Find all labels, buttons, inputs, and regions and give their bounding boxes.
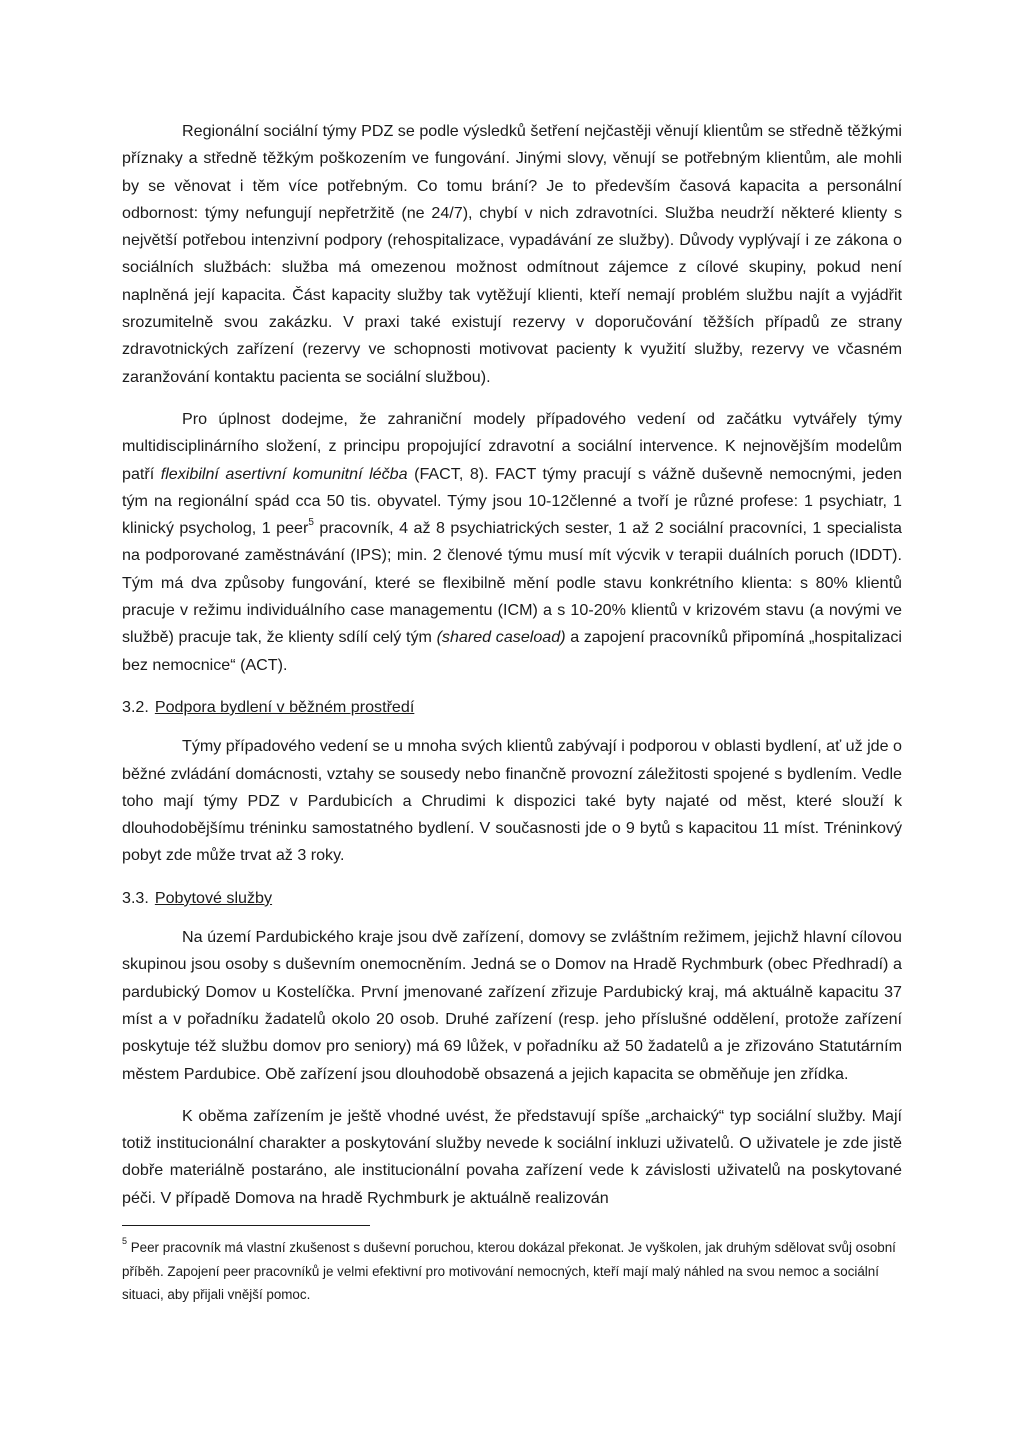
- section-number: 3.3.: [122, 888, 149, 907]
- section-number: 3.2.: [122, 697, 149, 716]
- footnote-reference[interactable]: 5: [308, 516, 314, 528]
- section-heading-3-3: [122, 885, 902, 912]
- section-heading-3-2: [122, 694, 902, 721]
- footnote-5: [122, 1236, 912, 1307]
- footnote-marker: 5: [122, 1235, 128, 1246]
- shared-caseload-term: (shared caseload): [436, 628, 566, 647]
- paragraph-housing-support: Týmy případového vedení se u mnoha svých klientů zabývají i podporou v oblasti bydlení, ať už jde o běžné zvládání domácnosti, vztahy se sousedy nebo finančně provozní záležitosti spojené s bydlením. Vedle toho mají týmy PDZ v Pardubicích a Chrudimi k dispozici také byty najaté od měst, které slouží k dlouhodobějšímu tréninku samostatného bydlení. V současnosti jde o 9 bytů s kapacitou 11 míst. Tréninkový pobyt zde může trvat až 3 roky.: [122, 737, 902, 865]
- section-title: Pobytové služby: [154, 888, 273, 907]
- paragraph-fact-model: Pro úplnost dodejme, že zahraniční modely případového vedení od začátku vytvářely týmy multidisciplinárního složení, z principu propojující zdravotní a sociální intervence. K nejnovějším modelům patří flexibilní asertivní komunitní léčba (FACT, 8). FACT týmy pracují s vážně duševně nemocnými, jeden tým na regionální spád cca 50 tis. obyvatel. Týmy jsou 10-12členné a tvoří je různé profese: 1 psychiatr, 1 klinický psycholog, 1 peer$^5$ pracovník, 4 až 8 psychiatrických sester, 1 až 2 sociální pracovníci, 1 specialista na podporované zaměstnávání (IPS); min. 2 členové týmu musí mít výcvik v terapii duálních poruch (IDDT). Tým má dva způsoby fungování, které se flexibilně mění podle stavu konkrétního klienta: s 80% klientů pracuje v režimu individuálního case managementu (ICM) a s 10-20% klientů v krizovém stavu (a novými ve službě) pracuje tak, že klienty sdílí celý tým (shared caseload) a zapojení pracovníků připomíná „hospitalizaci bez nemocnice“ (ACT).: [122, 409, 902, 674]
- paragraph-institutional-character: K oběma zařízením je ještě vhodné uvést, že představují spíše „archaický“ typ sociální služby. Mají totiž institucionální charakter a poskytování služby nevede k sociální inkluzi uživatelů. O uživatele je zde jistě dobře materiálně postaráno, ale institucionální povaha zařízení vede k závislosti uživatelů na poskytované péči. V případě Domova na hradě Rychmburk je aktuálně realizován: [122, 1106, 902, 1207]
- section-title: Podpora bydlení v běžném prostředí: [154, 697, 415, 716]
- footnote-separator: [122, 1225, 370, 1226]
- body-text: [122, 118, 902, 1212]
- paragraph-residential-services: Na území Pardubického kraje jsou dvě zařízení, domovy se zvláštním režimem, jejichž hlavní cílovou skupinou jsou osoby s duševním onemocněním. Jedná se o Domov na Hradě Rychmburk (obec Předhradí) a pardubický Domov u Kostelíčka. První jmenované zařízení zřizuje Pardubický kraj, má aktuálně kapacitu 37 míst a v pořadníku žadatelů okolo 20 osob. Druhé zařízení (resp. jeho příslušné oddělení, protože zařízení poskytuje též službu domov pro seniory) má 69 lůžek, v pořadníku až 50 žadatelů a je zřizováno Statutárním městem Pardubice. Obě zařízení jsou dlouhodobě obsazená a jejich kapacita se obměňuje jen zřídka.: [122, 928, 902, 1083]
- footnote-text: $^5$ Peer pracovník má vlastní zkušenost s duševní poruchou, kterou dokázal překonat. Je vyškolen, jak druhým sdělovat svůj osobní příběh. Zapojení peer pracovníků je velmi efektivní pro motivování nemocných, kteří mají malý náhled na svou nemoc a sociální situaci, aby přijali vnější pomoc.: [122, 1235, 896, 1303]
- paragraph-team-capacity: Regionální sociální týmy PDZ se podle výsledků šetření nejčastěji věnují klientům se středně těžkými příznaky a středně těžkým poškozením ve fungování. Jinými slovy, věnují se potřebným klientům, ale mohli by se věnovat i těm více potřebným. Co tomu brání? Je to především časová kapacita a personální odbornost: týmy nefungují nepřetržitě (ne 24/7), chybí v nich zdravotníci. Služba neudrží některé klienty s největší potřebou intenzivní podpory (rehospitalizace, vypadávání ze služby). Důvody vyplývají i ze zákona o sociálních službách: služba má omezenou možnost odmítnout zájemce z cílové skupiny, pokud není naplněná její kapacita. Část kapacity služby tak vytěžují klienti, kteří nemají problém službu najít a vyjádřit srozumitelně svou zakázku. V praxi také existují rezervy v doporučování těžších případů ze strany zdravotnických zařízení (rezervy ve schopnosti motivovat pacienty k využití služby, rezervy ve včasném zaranžování kontaktu pacienta se sociální službou).: [122, 122, 902, 386]
- fact-term: flexibilní asertivní komunitní léčba: [160, 464, 408, 483]
